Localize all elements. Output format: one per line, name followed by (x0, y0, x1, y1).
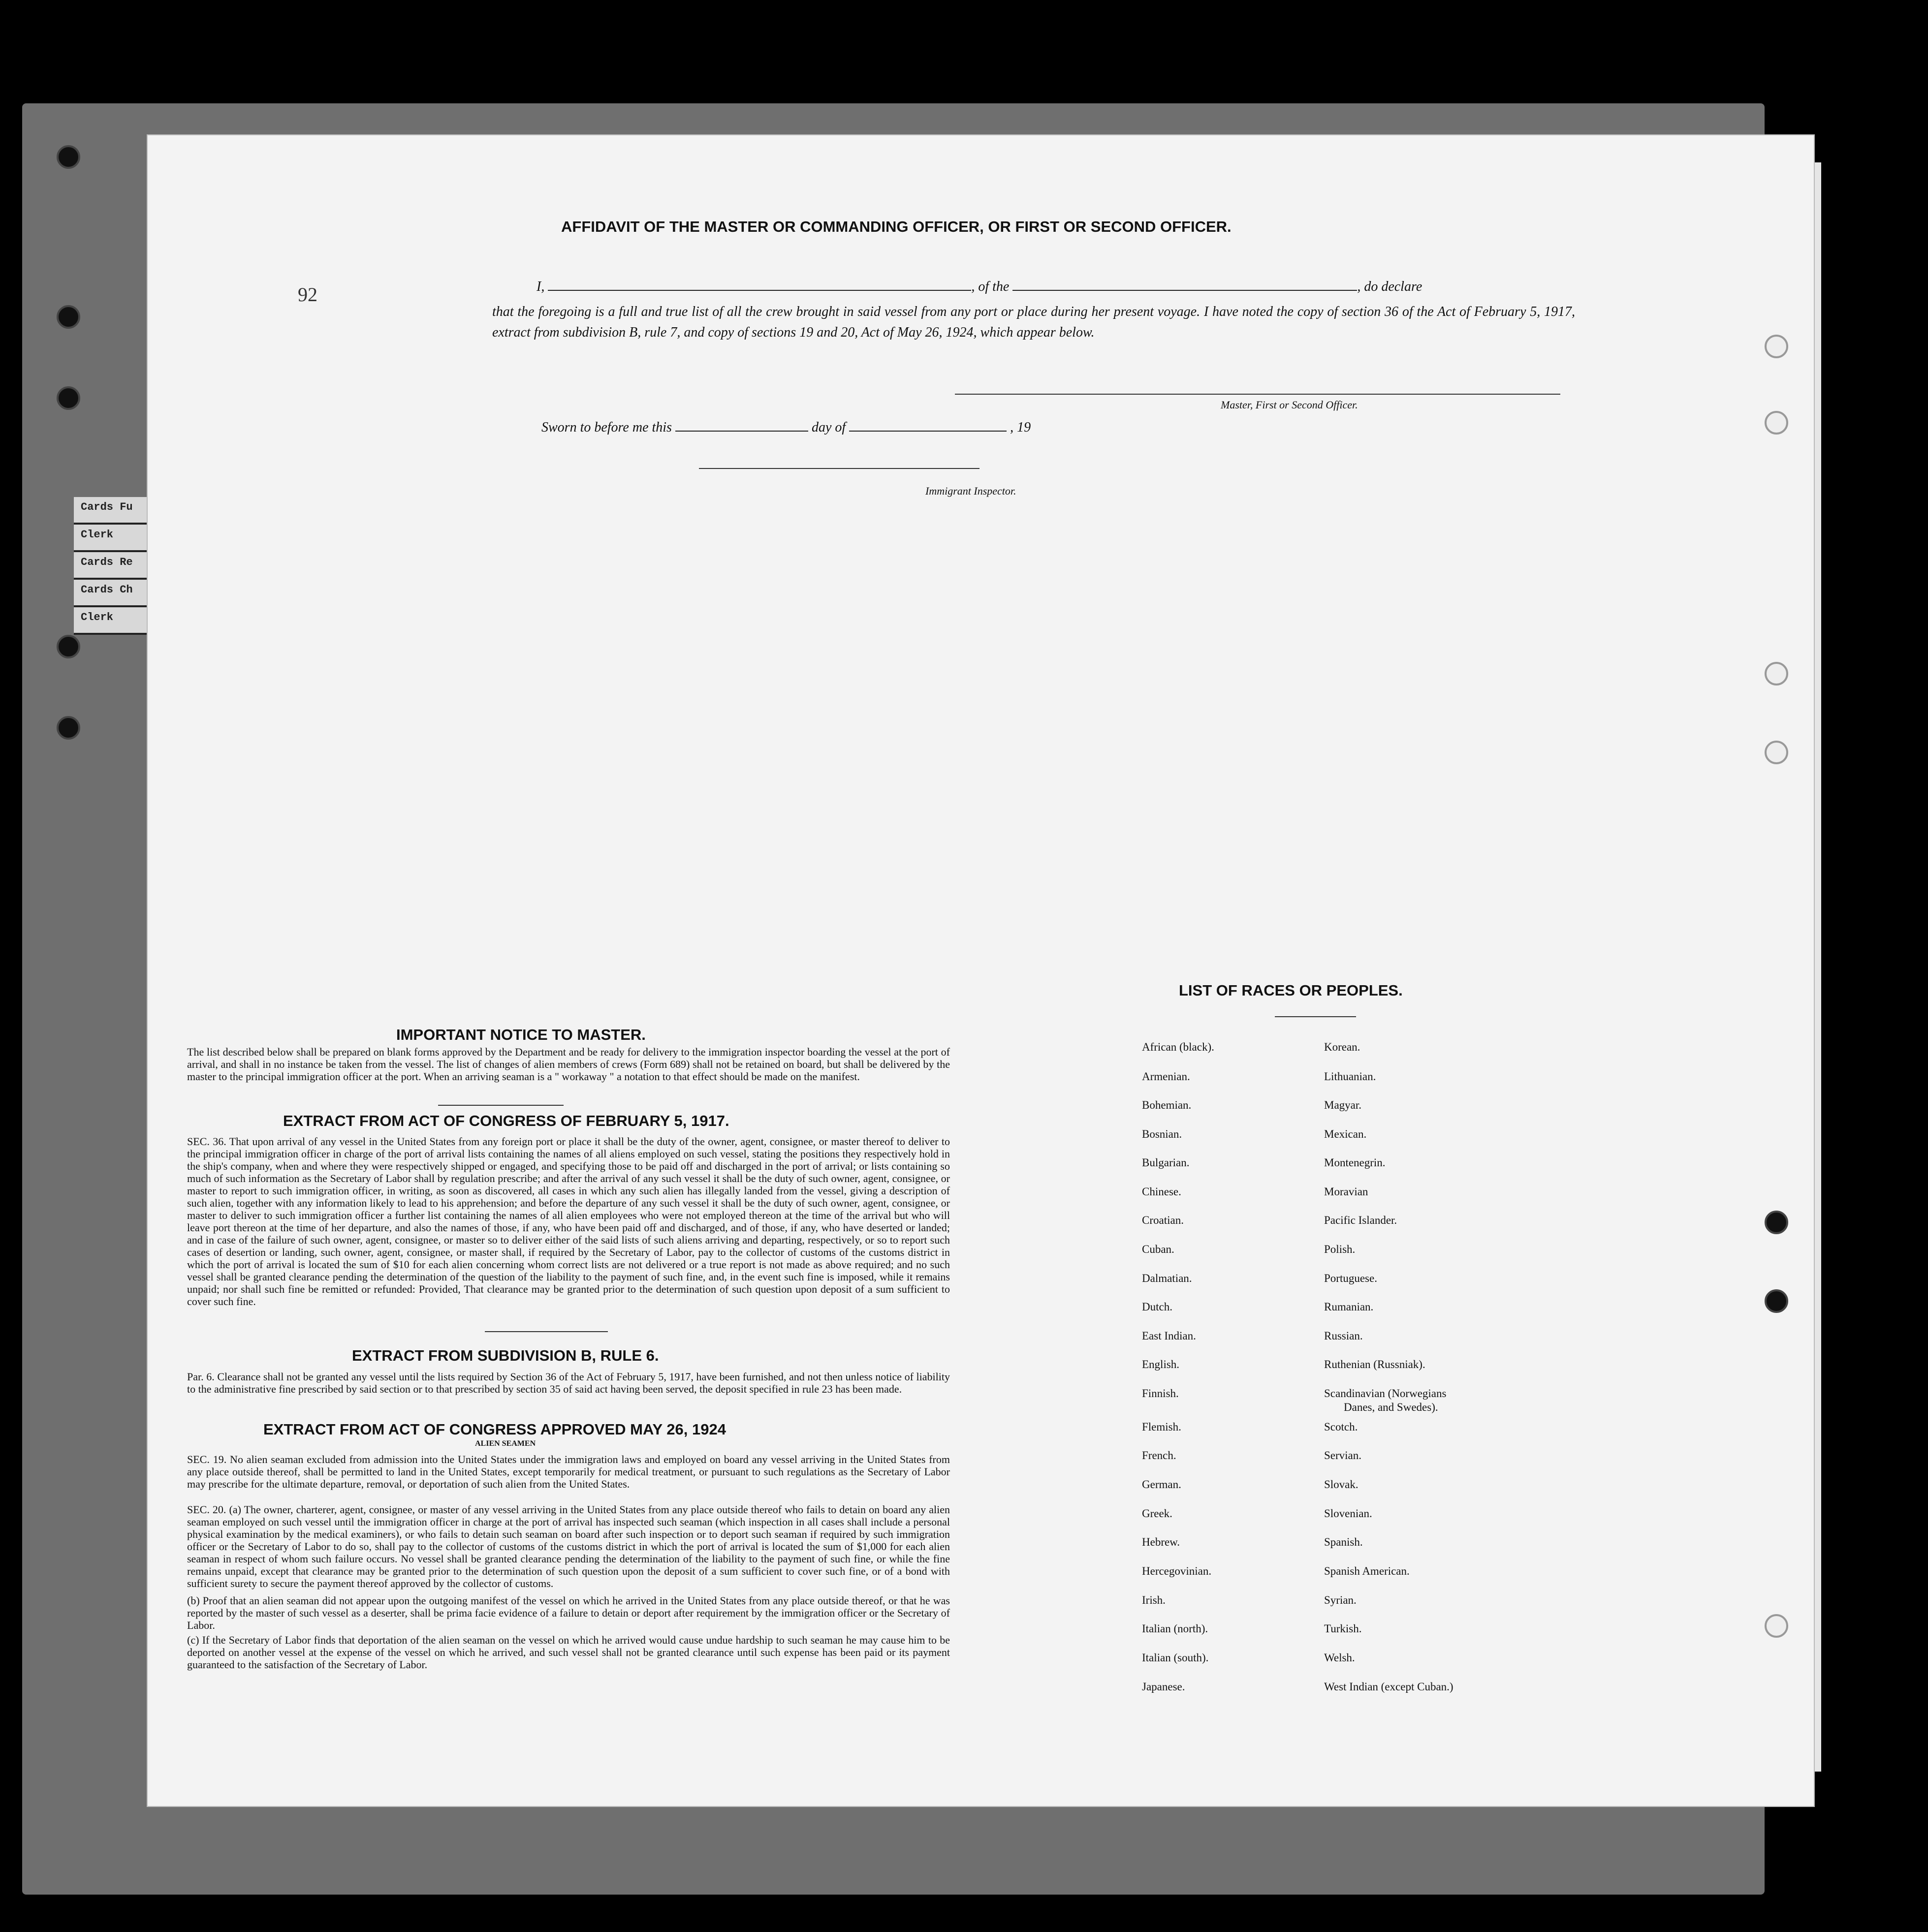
section-divider (485, 1331, 608, 1332)
vessel-name-field[interactable] (1012, 290, 1357, 291)
section-divider (438, 1105, 564, 1106)
section-19-text: SEC. 19. No alien seaman excluded from admission into the United States under the immigration laws and employed on board any vessel arriving in the United States from any place outside thereof, shall be permitted to land in the United States, except temporarily for medical treatment, or pursuant to such regulations as the Secretary of Labor may prescribe for the ultimate departure, removal, or deportation of such alien from the United States. (187, 1453, 950, 1490)
index-tab: Cards Fu (74, 497, 153, 525)
race-item: Servian. (1324, 1449, 1362, 1462)
race-item: Ruthenian (Russniak). (1324, 1358, 1425, 1371)
race-item-continuation: Danes, and Swedes). (1344, 1401, 1438, 1413)
binder-hole (57, 716, 80, 740)
index-tabs (74, 497, 153, 635)
affidavit-body: that the foregoing is a full and true list of all the crew brought in said vessel from any port or place during her present voyage. I have noted the copy of section 36 of the Act of February 5, 1917, extract from subdivision B, rule 7, and copy of sections 19 and 20, Act of May 26, 1924, which appear below. (492, 304, 1575, 340)
subdivision-b-title: EXTRACT FROM SUBDIVISION B, RULE 6. (352, 1347, 659, 1364)
punch-hole (1765, 1614, 1788, 1638)
race-item: French. (1142, 1449, 1176, 1462)
punch-hole (1765, 662, 1788, 686)
inspector-label: Immigrant Inspector. (925, 485, 1016, 497)
race-item: Rumanian. (1324, 1301, 1374, 1313)
index-tab: Clerk (74, 607, 153, 635)
race-item: Irish. (1142, 1594, 1166, 1606)
punch-hole (1765, 741, 1788, 764)
race-item: Armenian. (1142, 1070, 1190, 1083)
race-item: Welsh. (1324, 1652, 1355, 1664)
race-item: Italian (north). (1142, 1622, 1208, 1635)
race-item: Russian. (1324, 1330, 1363, 1342)
section-20a-text: SEC. 20. (a) The owner, charterer, agent, consignee, or master of any vessel arriving in the United States from any place outside thereof who fails to detain on board any alien seaman employed on such vessel until the immigration officer in charge at the port of arrival has inspected such seaman (which inspection in all cases shall include a personal physical examination by the medical examiners), or who fails to detain such seaman on board after such inspection or to deport such seaman if required by such immigration officer or the Secretary of Labor to do so, shall pay to the collector of customs of the customs district in which the port of arrival is located the sum of $1,000 for each alien seaman in respect of whom such failure occurs. No vessel shall be granted clearance pending the determination of the liability to the payment of such fine, or while the fine remains unpaid, except that clearance may be granted prior to the determination of such question upon the deposit of a sum sufficient to cover such fine, or of a bond with sufficient surety to secure the payment thereof approved by the collector of customs. (187, 1503, 950, 1589)
race-item: Bohemian. (1142, 1099, 1192, 1111)
inspector-signature-line[interactable] (699, 468, 980, 469)
race-item: Polish. (1324, 1243, 1356, 1255)
form-sheet (148, 135, 1814, 1806)
master-label: Master, First or Second Officer. (1221, 399, 1358, 411)
vessel-prefix: , of the (971, 279, 1010, 294)
extract-1917-body: SEC. 36. That upon arrival of any vessel in the United States from any foreign port or place it shall be the duty of the owner, agent, consignee, or master thereof to deliver to the principal immigration officer in charge of the port of arrival lists containing the names of all aliens employed on such vessel, stating the positions they respectively hold in the ship's company, when and where they were respectively shipped or engaged, and specifying those to be paid off and discharged in the port of arrival; or lists containing so much of such information as the Secretary of Labor shall by regulation prescribe; and after the arrival of any such vessel it shall be the duty of such owner, agent, consignee, or master to report to such immigration officer, in writing, as soon as discovered, all cases in which any such alien has illegally landed from the vessel, giving a description of such alien, together with any information likely to lead to his apprehension; and before the departure of any such vessel it shall be the duty of such owner, agent, consignee, or master to deliver to such immigration officer a further list containing the names of all alien employees who were not employed thereon at the time of the arrival but who will leave port thereon at the time of her departure, and also the names of those, if any, who have been paid off and discharged, and of those, if any, who have deserted or landed; and in case of the failure of such owner, agent, consignee, or master so to deliver either of the said lists of such aliens arriving and departing, respectively, or so to report such cases of desertion or landing, such owner, agent, consignee, or master shall, if required by the Secretary of Labor, pay to the collector of customs of the customs district in which the port of arrival is located the sum of $10 for each alien concerning whom correct lists are not delivered or a true report is not made as above required; and no such vessel shall be granted clearance pending the determination of the question of the liability to the payment of such fine, and, in the event such fine is imposed, while it remains unpaid; nor shall such fine be remitted or refunded: Provided, That clearance may be granted prior to the determination of such question upon deposit of a sum sufficient to cover such fine. (187, 1135, 950, 1308)
race-item: Finnish. (1142, 1387, 1179, 1400)
sworn-prefix: Sworn to before me this (541, 420, 672, 435)
notice-title: IMPORTANT NOTICE TO MASTER. (396, 1026, 646, 1043)
race-item: Hebrew. (1142, 1536, 1180, 1548)
race-item: Montenegrin. (1324, 1156, 1386, 1169)
race-item: Portuguese. (1324, 1272, 1377, 1284)
alien-seamen-subtitle: ALIEN SEAMEN (475, 1439, 536, 1448)
race-item: Mexican. (1324, 1128, 1367, 1140)
binder-hole (57, 386, 80, 410)
race-item: English. (1142, 1358, 1180, 1371)
section-20b-text: (b) Proof that an alien seaman did not appear upon the outgoing manifest of the vessel on which he arrived in the United States from any place outside thereof, or that he was reported by the master of such vessel as a deserter, shall be prima facie evidence of a failure to detain or deport after requirement by the immigration officer or the Secretary of Labor. (187, 1594, 950, 1631)
races-title: LIST OF RACES OR PEOPLES. (1179, 982, 1403, 999)
punch-hole (1765, 411, 1788, 435)
sworn-day-label: day of (811, 420, 846, 435)
race-item: Turkish. (1324, 1622, 1362, 1635)
declarant-name-field[interactable] (548, 290, 971, 291)
race-item: Cuban. (1142, 1243, 1174, 1255)
notice-body: The list described below shall be prepared on blank forms approved by the Department and be ready for delivery to the immigration inspector boarding the vessel at the port of arrival, and shall in no instance be taken from the vessel. The list of changes of alien members of crews (Form 689) shall not be retained on board, but shall be delivered by the master to the principal immigration officer at the port. When an arriving seaman is a " workaway " a notation to that effect should be made on the manifest. (187, 1046, 950, 1083)
race-item: Korean. (1324, 1041, 1360, 1053)
race-item: Slovenian. (1324, 1507, 1372, 1520)
race-item: Chinese. (1142, 1185, 1181, 1198)
race-item: Scandinavian (Norwegians (1324, 1387, 1447, 1400)
race-item: Spanish American. (1324, 1565, 1410, 1577)
race-item: African (black). (1142, 1041, 1214, 1053)
index-tab: Cards Ch (74, 580, 153, 607)
page-number: 92 (298, 283, 317, 306)
race-item: Dutch. (1142, 1301, 1172, 1313)
race-item: Italian (south). (1142, 1652, 1209, 1664)
race-item: Croatian. (1142, 1214, 1184, 1226)
race-item: Bosnian. (1142, 1128, 1182, 1140)
extract-1917-title: EXTRACT FROM ACT OF CONGRESS OF FEBRUARY 5, 1917. (283, 1112, 729, 1129)
race-item: East Indian. (1142, 1330, 1196, 1342)
declare-suffix: , do declare (1357, 279, 1422, 294)
binder-hole (57, 305, 80, 329)
race-item: Magyar. (1324, 1099, 1362, 1111)
master-signature-line[interactable] (955, 394, 1560, 395)
sworn-day-field[interactable] (675, 431, 808, 432)
race-item: Dalmatian. (1142, 1272, 1192, 1284)
race-item: Syrian. (1324, 1594, 1357, 1606)
race-item: Greek. (1142, 1507, 1172, 1520)
punch-hole (1765, 335, 1788, 358)
sworn-month-field[interactable] (849, 431, 1007, 432)
extract-1924-title: EXTRACT FROM ACT OF CONGRESS APPROVED MAY 26, 1924 (263, 1421, 726, 1438)
race-item: Bulgarian. (1142, 1156, 1190, 1169)
race-item: German. (1142, 1478, 1181, 1491)
race-item: Lithuanian. (1324, 1070, 1376, 1083)
binder-hole (57, 145, 80, 169)
race-item: Hercegovinian. (1142, 1565, 1212, 1577)
section-20c-text: (c) If the Secretary of Labor finds that deportation of the alien seaman on the vessel on which he arrived would cause undue hardship to such seaman he may cause him to be deported on another vessel at the expense of the vessel on which he arrived, and such vessel shall not be granted clearance until such expense has been paid or its payment guaranteed to the satisfaction of the Secretary of Labor. (187, 1634, 950, 1671)
subdivision-b-body: Par. 6. Clearance shall not be granted any vessel until the lists required by Section 36 of the Act of February 5, 1917, have been furnished, and not then unless notice of liability to the administrative fine prescribed by said section or to that prescribed by section 35 of said act having been served, the deposit specified in rule 23 has been made. (187, 1371, 950, 1395)
declarant-prefix: I, (537, 279, 545, 294)
races-title-rule (1275, 1016, 1356, 1017)
race-item: Moravian (1324, 1185, 1368, 1198)
sworn-year-label: , 19 (1010, 420, 1031, 435)
race-item: Japanese. (1142, 1681, 1185, 1693)
punch-hole (1765, 1211, 1788, 1234)
punch-hole (1765, 1289, 1788, 1313)
declaration-line (537, 279, 1580, 295)
affidavit-title: AFFIDAVIT OF THE MASTER OR COMMANDING OFFICER, OR FIRST OR SECOND OFFICER. (561, 218, 1232, 235)
index-tab: Cards Re (74, 552, 153, 580)
race-item: Pacific Islander. (1324, 1214, 1397, 1226)
binder-hole (57, 635, 80, 658)
race-item: Scotch. (1324, 1421, 1358, 1433)
index-tab: Clerk (74, 525, 153, 552)
race-item: Spanish. (1324, 1536, 1363, 1548)
sworn-line (541, 420, 1181, 436)
race-item: Flemish. (1142, 1421, 1181, 1433)
race-item: West Indian (except Cuban.) (1324, 1681, 1454, 1693)
race-item: Slovak. (1324, 1478, 1359, 1491)
